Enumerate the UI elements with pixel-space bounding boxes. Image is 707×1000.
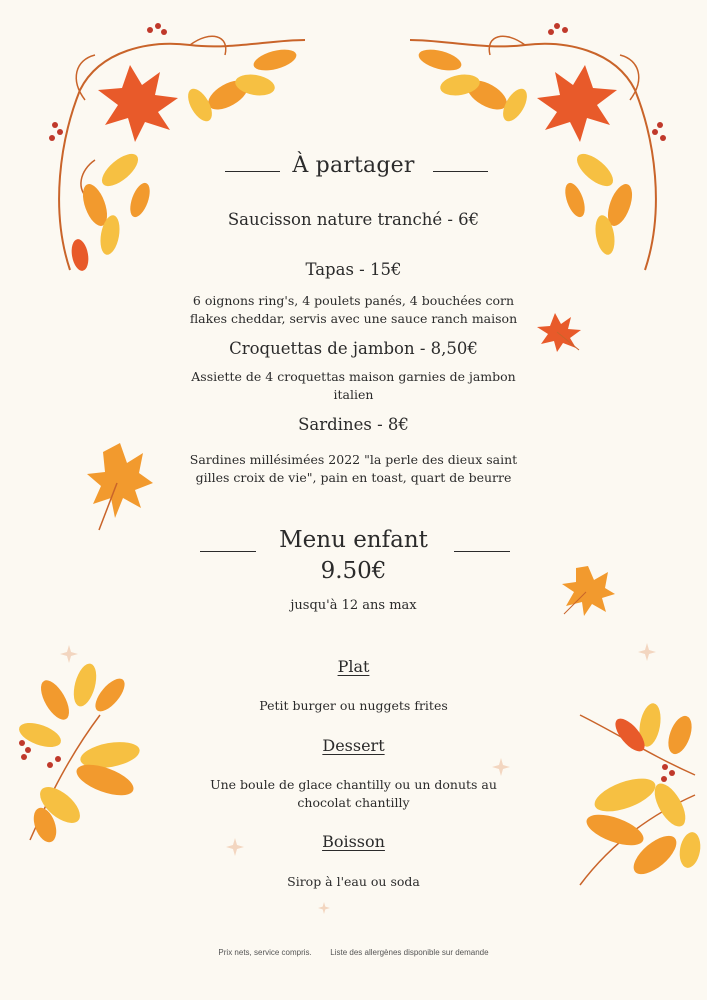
section-title-menu-enfant: Menu enfant [279,527,428,553]
autumn-leaves-corner-left-icon [40,10,320,280]
item-sardines-desc-2: gilles croix de vie", pain en toast, quart de beurre [195,470,512,485]
sparkle-icon [318,902,330,914]
item-tapas-desc-1: 6 oignons ring's, 4 poulets panés, 4 bouchées corn [192,293,515,308]
item-sardines-title: Sardines - 8€ [298,415,409,434]
dessert-text-2: chocolat chantilly [297,795,410,810]
sub-head-plat: Plat [337,657,370,676]
item-croquettas-title: Croquettas de jambon - 8,50€ [229,339,478,358]
item-tapas-title: Tapas - 15€ [305,260,402,279]
sub-head-dessert: Dessert [322,736,385,755]
autumn-leaves-corner-right-icon [395,10,675,280]
item-tapas-desc-2: flakes cheddar, servis avec une sauce ranch maison [189,311,518,326]
menu-enfant-age: jusqu'à 12 ans max [290,598,417,613]
footer-allergens-note: Liste des allergènes disponible sur demande [330,948,489,957]
item-saucisson: Saucisson nature tranché - 6€ [227,210,480,229]
item-croquettas-desc-1: Assiette de 4 croquettas maison garnies de jambon [191,369,516,384]
footer-prices-note: Prix nets, service compris. [218,948,312,957]
item-croquettas-desc-2: italien [333,387,374,402]
item-sardines-desc-1: Sardines millésimées 2022 "la perle des dieux saint [189,452,518,467]
plat-text: Petit burger ou nuggets frites [259,698,448,713]
footer [0,948,707,957]
section-title-partager: À partager [292,153,415,178]
sub-head-boisson: Boisson [322,832,385,851]
dessert-text-1: Une boule de glace chantilly ou un donuts au [210,777,497,792]
menu-enfant-price: 9.50€ [320,558,387,584]
boisson-text: Sirop à l'eau ou soda [287,874,420,889]
sparkle-icon [492,758,510,776]
